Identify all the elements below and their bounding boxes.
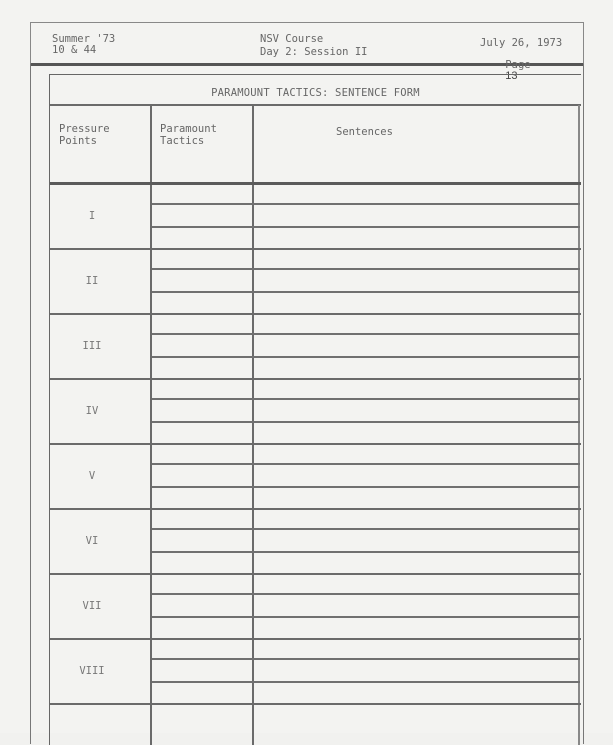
row-group-divider — [50, 248, 581, 250]
row-group-divider — [50, 378, 581, 380]
pressure-point-label: I — [88, 210, 96, 222]
column-divider-1 — [150, 105, 152, 745]
sentence-writing-line[interactable] — [152, 528, 580, 530]
column-divider-2 — [252, 105, 254, 745]
sentence-writing-line[interactable] — [152, 421, 580, 423]
column-header-paramount-tactics — [160, 123, 217, 147]
sentence-writing-line[interactable] — [152, 658, 580, 660]
column-header-tactics-line1: Paramount — [160, 123, 217, 135]
header-left-line2: 10 & 44 — [52, 44, 97, 56]
row-group-divider — [50, 703, 581, 705]
title-divider — [50, 104, 581, 106]
header-session: Day 2: Session II — [260, 46, 368, 58]
column-header-sentences: Sentences — [336, 126, 393, 138]
column-header-pressure-line2: Points — [59, 135, 97, 147]
sentence-writing-line[interactable] — [152, 356, 580, 358]
right-border — [578, 105, 580, 745]
sentence-writing-line[interactable] — [152, 268, 580, 270]
row-group-divider — [50, 443, 581, 445]
header-left-line1: Summer '73 — [52, 33, 116, 45]
sentence-writing-line[interactable] — [152, 463, 580, 465]
column-header-pressure-line1: Pressure — [59, 123, 110, 135]
sentence-writing-line[interactable] — [152, 398, 580, 400]
pressure-point-label: III — [82, 340, 102, 352]
row-group-divider — [50, 313, 581, 315]
column-header-tactics-line2: Tactics — [160, 135, 205, 147]
sentence-writing-line[interactable] — [152, 291, 580, 293]
sentence-writing-line[interactable] — [152, 203, 580, 205]
sentence-writing-line[interactable] — [152, 551, 580, 553]
column-header-pressure-points — [59, 123, 110, 147]
sentence-writing-line[interactable] — [152, 226, 580, 228]
row-group-divider — [50, 573, 581, 575]
pressure-point-label: VII — [82, 600, 102, 612]
pressure-point-label: IV — [85, 405, 99, 417]
row-group-divider — [50, 508, 581, 510]
header-date: July 26, 1973 — [480, 37, 563, 49]
sentence-writing-line[interactable] — [152, 333, 580, 335]
pressure-point-label: VI — [85, 535, 99, 547]
pressure-point-label: V — [88, 470, 96, 482]
sentence-writing-line[interactable] — [152, 681, 580, 683]
row-group-divider — [50, 638, 581, 640]
header-bottom-rule — [50, 182, 581, 185]
header-page-number: 13 — [505, 70, 518, 82]
pressure-point-label: II — [85, 275, 99, 287]
pressure-point-label: VIII — [79, 665, 105, 677]
sentence-form-table — [49, 74, 581, 745]
sentence-writing-line[interactable] — [152, 616, 580, 618]
sentence-writing-line[interactable] — [152, 486, 580, 488]
header-page-prefix: Page — [505, 59, 531, 71]
form-title: PARAMOUNT TACTICS: SENTENCE FORM — [211, 87, 420, 99]
header-course-name: NSV Course — [260, 33, 324, 45]
sentence-writing-line[interactable] — [152, 593, 580, 595]
